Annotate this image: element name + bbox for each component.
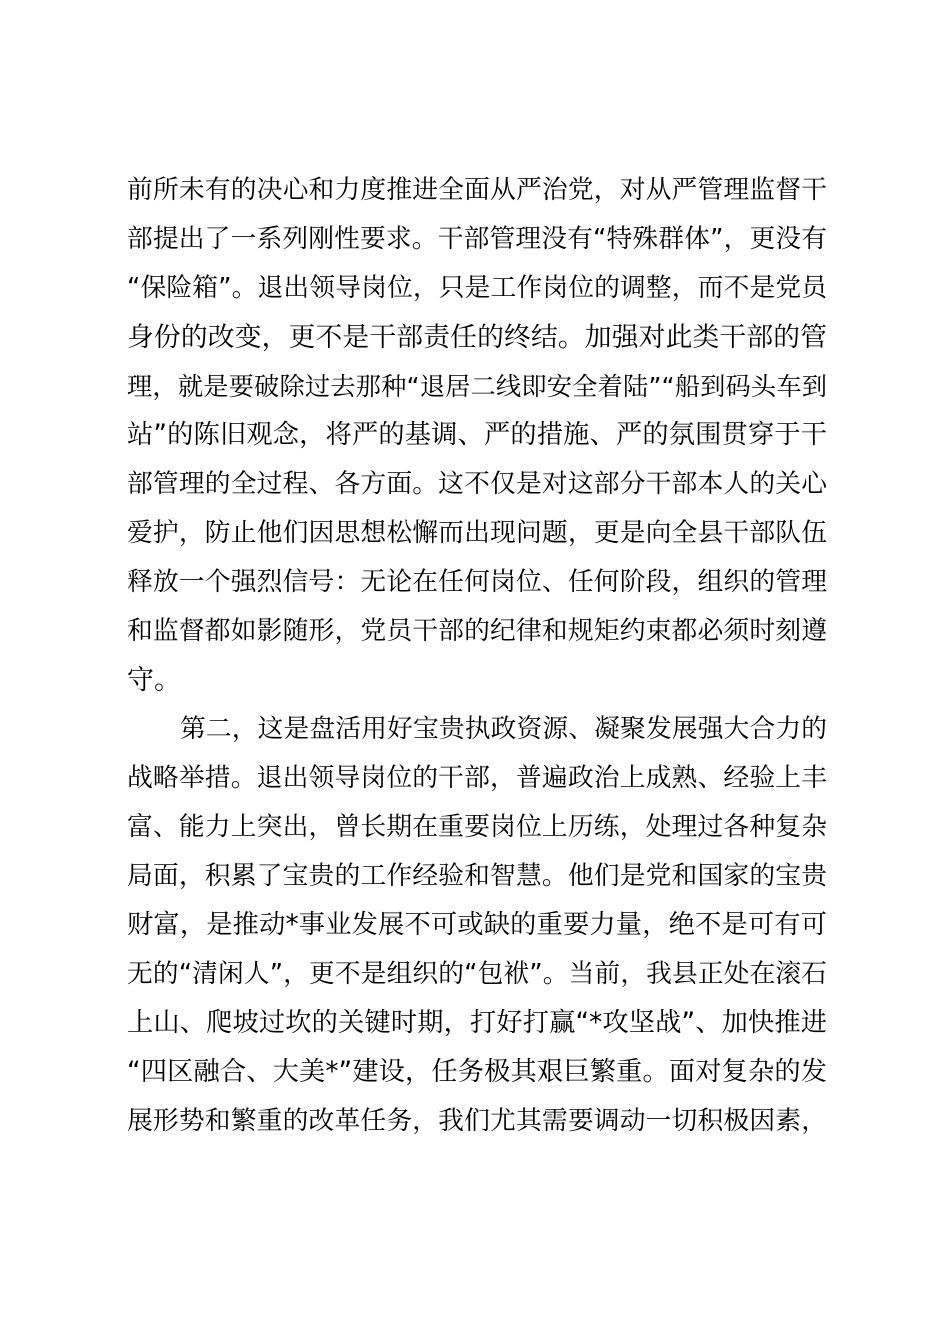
paragraph-line: 展形势和繁重的改革任务，我们尤其需要调动一切积极因素， xyxy=(127,1106,827,1136)
paragraph-line: “四区融合、大美*”建设，任务极其艰巨繁重。面对复杂的发 xyxy=(127,1057,827,1087)
paragraph-line: 理，就是要破除过去那种“退居二线即安全着陆”“船到码头车到 xyxy=(127,372,827,401)
paragraph-line: 第二，这是盘活用好宝贵执政资源、凝聚发展强大合力的 xyxy=(180,714,827,744)
paragraph-line: 财富，是推动*事业发展不可或缺的重要力量，绝不是可有可 xyxy=(127,910,827,940)
paragraph-line: 释放一个强烈信号：无论在任何岗位、任何阶段，组织的管理 xyxy=(127,567,827,597)
paragraph-line: 无的“清闲人”，更不是组织的“包袱”。当前，我县正处在滚石 xyxy=(127,959,827,989)
paragraph-line: “保险箱”。退出领导岗位，只是工作岗位的调整，而不是党员 xyxy=(127,273,827,303)
paragraph-line: 部管理的全过程、各方面。这不仅是对这部分干部本人的关心 xyxy=(127,469,827,499)
paragraph-line: 站”的陈旧观念，将严的基调、严的措施、严的氛围贯穿于干 xyxy=(127,420,827,450)
paragraph-line: 富、能力上突出，曾长期在重要岗位上历练，处理过各种复杂 xyxy=(127,812,827,842)
paragraph-line: 战略举措。退出领导岗位的干部，普遍政治上成熟、经验上丰 xyxy=(127,763,827,793)
paragraph-line: 身份的改变，更不是干部责任的终结。加强对此类干部的管 xyxy=(127,322,827,353)
paragraph-line: 守。 xyxy=(127,665,181,696)
paragraph-line: 部提出了一系列刚性要求。干部管理没有“特殊群体”，更没有 xyxy=(127,224,827,254)
paragraph-2 xyxy=(127,705,827,1146)
body-text xyxy=(127,166,827,1146)
paragraph-line: 爱护，防止他们因思想松懈而出现问题，更是向全县干部队伍 xyxy=(127,518,827,548)
paragraph-1 xyxy=(127,166,827,705)
paragraph-line: 上山、爬坡过坎的关键时期，打好打赢“*攻坚战”、加快推进 xyxy=(127,1008,827,1038)
paragraph-line: 和监督都如影随形，党员干部的纪律和规矩约束都必须时刻遵 xyxy=(127,616,827,646)
paragraph-line: 前所未有的决心和力度推进全面从严治党，对从严管理监督干 xyxy=(127,175,827,205)
paragraph-line: 局面，积累了宝贵的工作经验和智慧。他们是党和国家的宝贵 xyxy=(127,861,827,891)
